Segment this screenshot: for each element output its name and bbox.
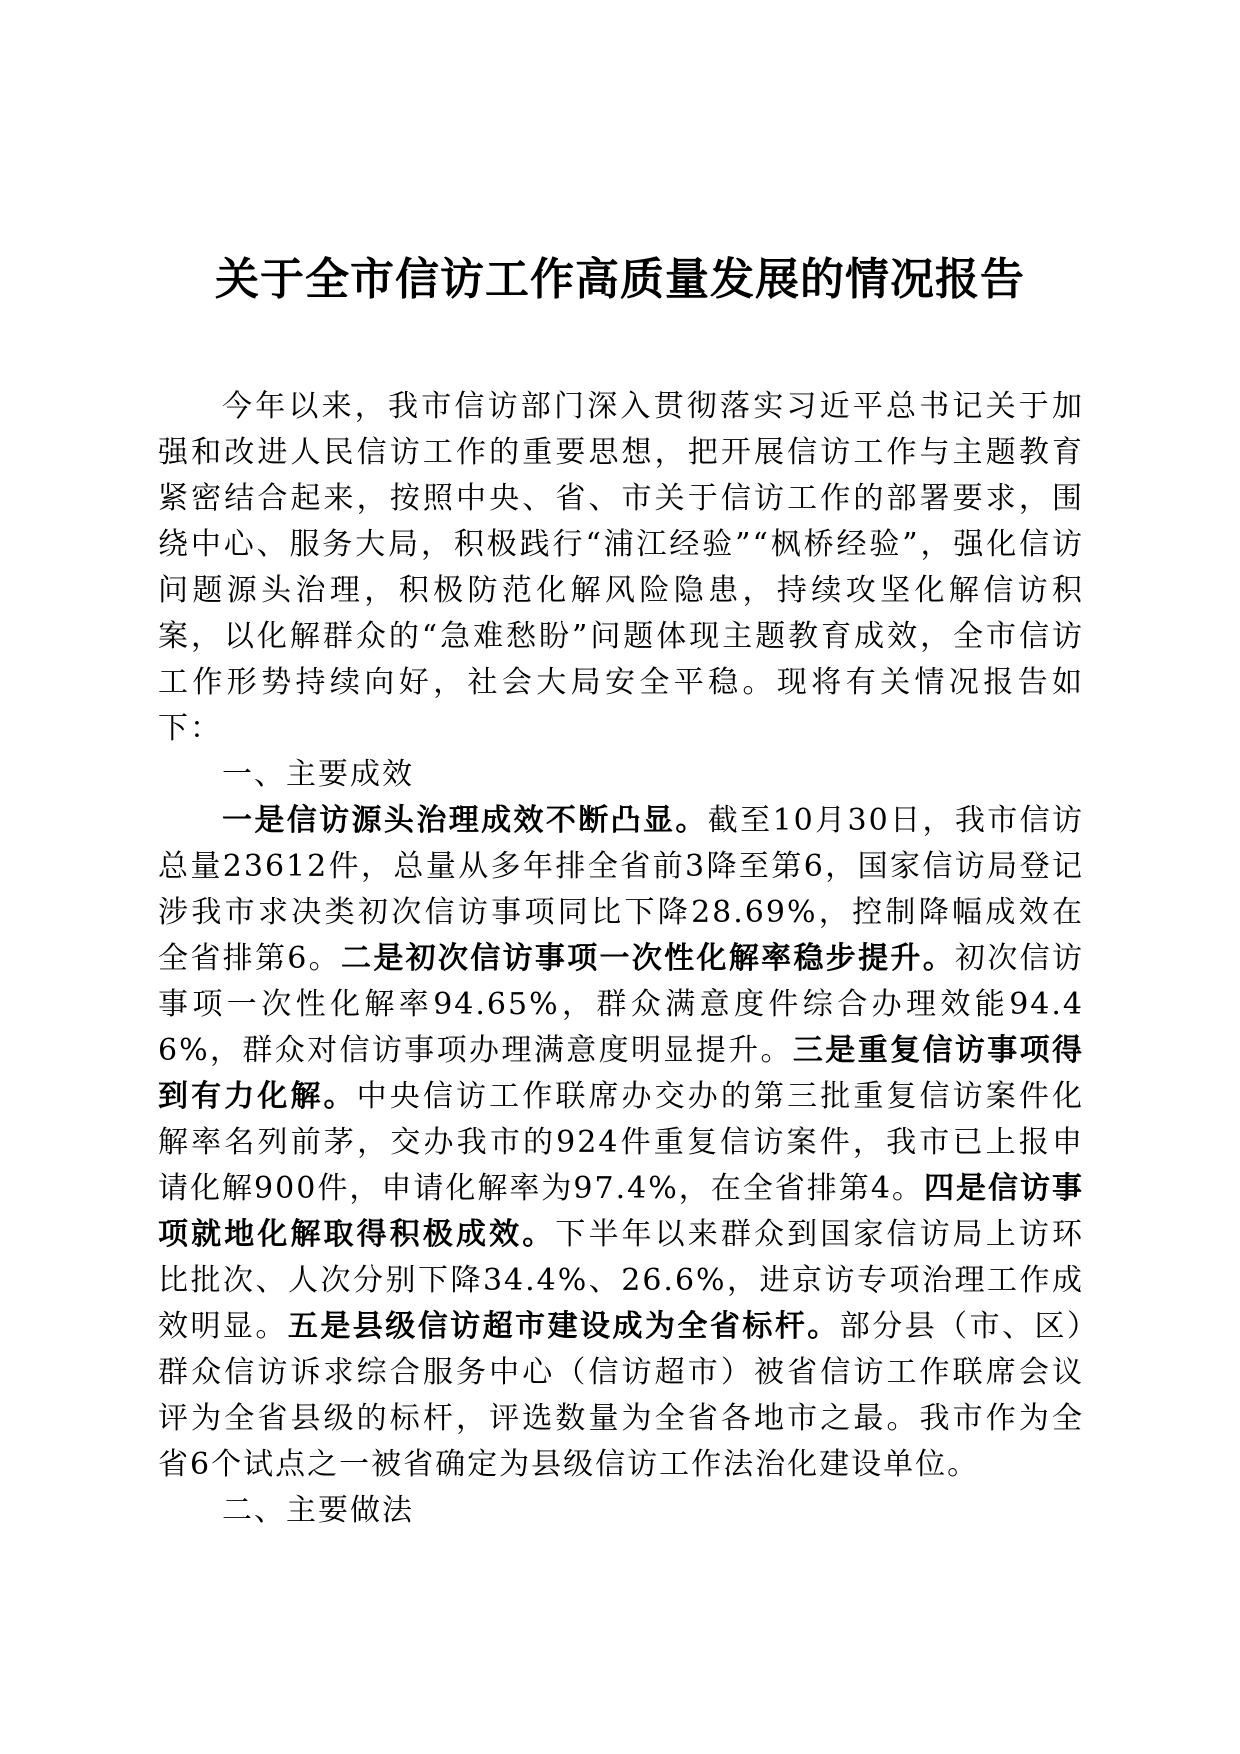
document-body: [158, 384, 1084, 1534]
intro-paragraph: 今年以来，我市信访部门深入贯彻落实习近平总书记关于加强和改进人民信访工作的重要思想，把开展信访工作与主题教育紧密结合起来，按照中央、省、市关于信访工作的部署要求，围绕中心、服务大局，积极践行“浦江经验”“枫桥经验”，强化信访问题源头治理，积极防范化解风险隐患，持续攻坚化解信访积案，以化解群众的“急难愁盼”问题体现主题教育成效，全市信访工作形势持续向好，社会大局安全平稳。现将有关情况报告如下：: [158, 389, 1084, 746]
achievement-4-text: 下半年以来群众到国家信访局上访环比批次、人次分别下降34.4%、26.6%，进京访专项治理工作成效明显。: [158, 1217, 1085, 1344]
section-heading-methods: 二、主要做法: [222, 1493, 414, 1528]
achievement-1-text: 截至10月30日，我市信访总量23612件，总量从多年排全省前3降至第6，国家信访局登记涉我市求决类初次信访事项同比下降28.69%，控制降幅成效在全省排第6。: [158, 803, 1085, 976]
achievement-1-lead: 一是信访源头治理成效不断凸显。: [222, 803, 708, 838]
achievement-4-lead: 四是信访事项就地化解取得积极成效。: [158, 1171, 1085, 1252]
achievement-3-text: 中央信访工作联席办交办的第三批重复信访案件化解率名列前茅，交办我市的924件重复信访案件，我市已上报申请化解900件，申请化解率为97.4%，在全省排第4。: [158, 1079, 1085, 1206]
section-heading-achievements: 一、主要成效: [222, 757, 414, 792]
achievement-3-lead: 三是重复信访事项得到有力化解。: [158, 1033, 1085, 1114]
achievement-2-text: 初次信访事项一次性化解率94.65%，群众满意度件综合办理效能94.46%，群众对信访事项办理满意度明显提升。: [158, 941, 1085, 1068]
achievement-5-lead: 五是县级信访超市建设成为全省标杆。: [287, 1309, 840, 1344]
achievement-5-text: 部分县（市、区）群众信访诉求综合服务中心（信访超市）被省信访工作联席会议评为全省县级的标杆，评选数量为全省各地市之最。我市作为全省6个试点之一被省确定为县级信访工作法治化建设单位。: [158, 1309, 1085, 1482]
document-title: 关于全市信访工作高质量发展的情况报告: [215, 254, 1025, 305]
achievements-paragraph: [158, 798, 1084, 1488]
achievement-2-lead: 二是初次信访事项一次性化解率稳步提升。: [341, 941, 956, 976]
